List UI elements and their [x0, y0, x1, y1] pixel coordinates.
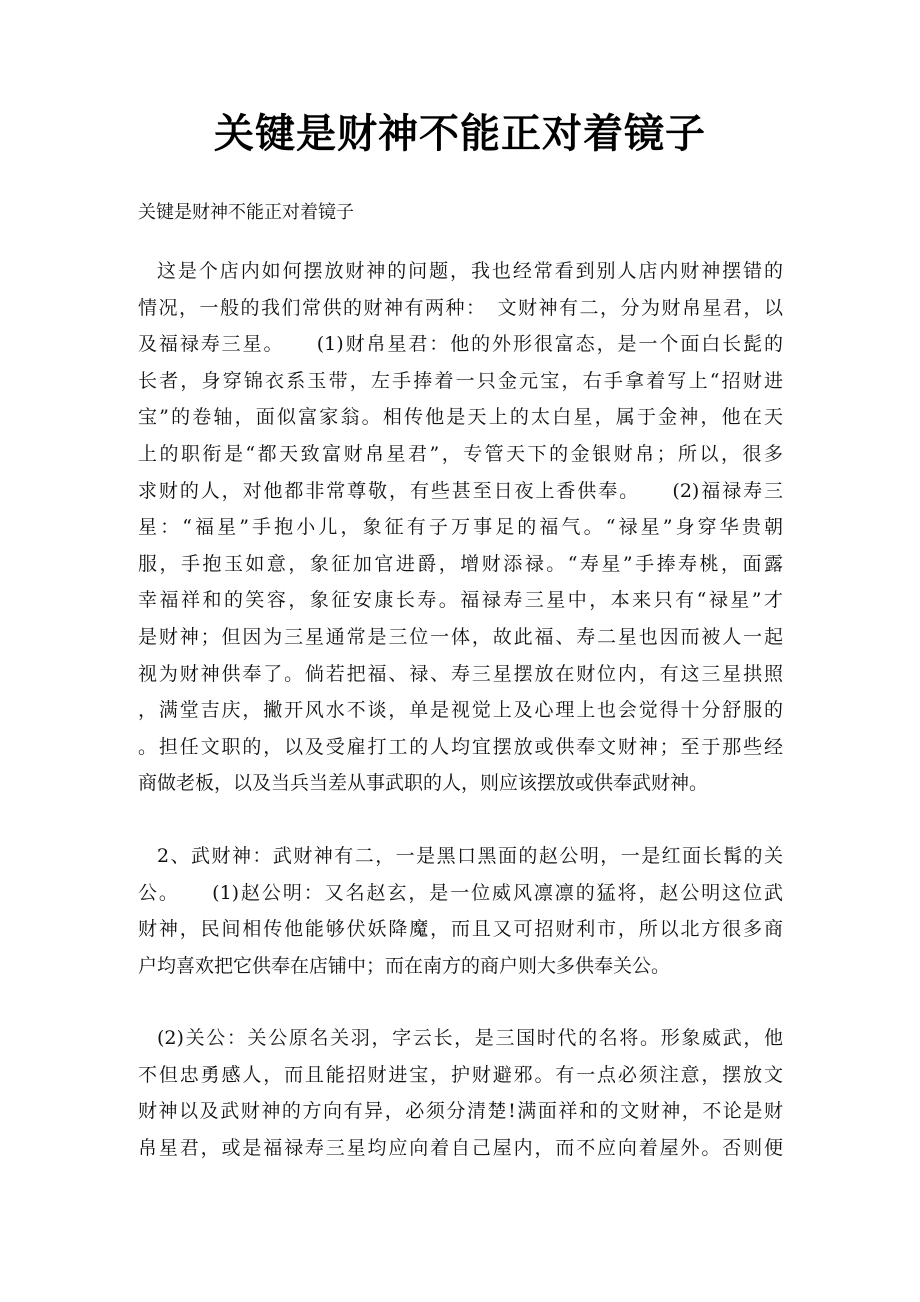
paragraph-wen-caishen [138, 253, 783, 802]
text-line: 及福禄寿三星。 (1)财帛星君：他的外形很富态，是一个面白长髭的 [138, 333, 783, 356]
text-line: 幸福祥和的笑容，象征安康长寿。福禄寿三星中，本来只有“禄星”才 [138, 589, 783, 612]
text-line: (2)关公：关公原名关羽，字云长，是三国时代的名将。形象威武，他 [157, 1027, 783, 1049]
text-line: 财神，民间相传他能够伏妖降魔，而且又可招财利市，所以北方很多商 [138, 918, 783, 941]
text-line: 长者，身穿锦衣系玉带，左手捧着一只金元宝，右手拿着写上“招财进 [138, 369, 783, 392]
text-line: 商做老板，以及当兵当差从事武职的人，则应该摆放或供奉武财神。 [138, 772, 709, 795]
text-line: 服，手抱玉如意，象征加官进爵，增财添禄。“寿星”手捧寿桃，面露 [138, 552, 783, 575]
text-line: 帛星君，或是福禄寿三星均应向着自己屋内，而不应向着屋外。否则便 [138, 1136, 783, 1159]
document-title: 关键是财神不能正对着镜子 [214, 111, 706, 157]
text-line: 求财的人，对他都非常尊敬，有些甚至日夜上香供奉。 (2)福禄寿三 [138, 479, 783, 502]
paragraph-wu-caishen [138, 838, 783, 984]
text-line: ，满堂吉庆，撇开风水不谈，单是视觉上及心理上也会觉得十分舒服的 [138, 699, 783, 722]
text-line: 情况，一般的我们常供的财神有两种： 文财神有二，分为财帛星君，以 [138, 296, 783, 319]
text-line: 视为财神供奉了。倘若把福、禄、寿三星摆放在财位内，有这三星拱照 [138, 662, 783, 685]
text-line: 。担任文职的，以及受雇打工的人均宜摆放或供奉文财神；至于那些经 [138, 735, 783, 758]
text-line: 财神以及武财神的方向有异，必须分清楚!满面祥和的文财神，不论是财 [138, 1100, 783, 1123]
text-line: 上的职衔是“都天致富财帛星君”，专管天下的金银财帛；所以，很多 [138, 442, 783, 465]
text-line: 星：“福星”手抱小儿，象征有子万事足的福气。“禄星”身穿华贵朝 [138, 516, 783, 539]
text-line: 公。 (1)赵公明：又名赵玄，是一位威风凛凛的猛将，赵公明这位武 [138, 881, 783, 904]
paragraph-guan-gong [138, 1020, 783, 1166]
text-line: 户均喜欢把它供奉在店铺中；而在南方的商户则大多供奉关公。 [138, 954, 671, 977]
text-line: 2、武财神：武财神有二，一是黑口黑面的赵公明，一是红面长髯的关 [157, 845, 783, 867]
text-line: 宝”的卷轴，面似富家翁。相传他是天上的太白星，属于金神，他在天 [138, 406, 783, 429]
text-line: 是财神；但因为三星通常是三位一体，故此福、寿二星也因而被人一起 [138, 625, 783, 648]
document-subtitle: 关键是财神不能正对着镜子 [138, 202, 354, 223]
text-line: 这是个店内如何摆放财神的问题，我也经常看到别人店内财神摆错的 [157, 260, 783, 282]
text-line: 不但忠勇感人，而且能招财进宝，护财避邪。有一点必须注意，摆放文 [138, 1063, 783, 1086]
